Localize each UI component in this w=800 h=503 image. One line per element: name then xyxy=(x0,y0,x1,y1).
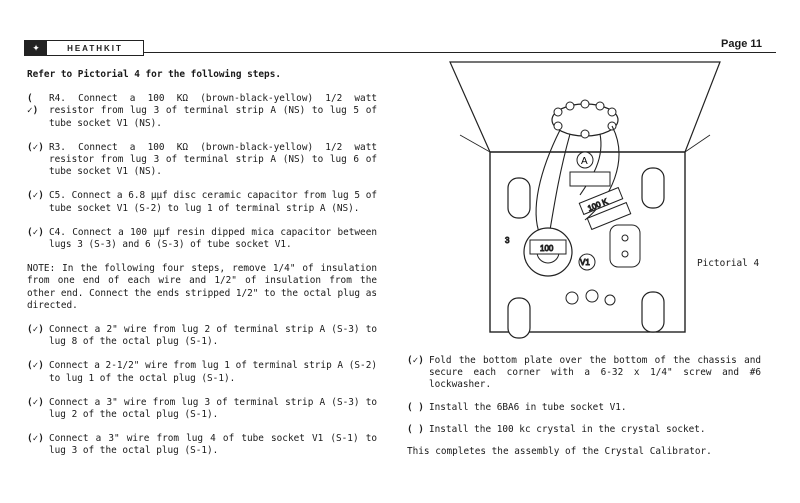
socket-label: V1 xyxy=(580,258,590,267)
wire-step-1 xyxy=(27,324,377,348)
bottom-fittings xyxy=(566,290,615,305)
step-checkbox[interactable]: (✓) xyxy=(27,141,44,153)
step-checkbox[interactable]: (✓) xyxy=(407,355,424,366)
step-checkbox[interactable]: ( ) xyxy=(407,423,424,435)
tube-socket-v1 xyxy=(505,228,595,276)
step-text: R4. Connect a 100 KΩ (brown-black-yellow) 1/2 watt resistor from lug 3 of terminal strip A (NS) to lug 5 of tube socket V1 (NS). xyxy=(49,93,377,129)
step-text: Install the 100 kc crystal in the crystal socket. xyxy=(429,423,706,435)
note-text: NOTE: In the following four steps, remove 1/4" of insulation from one end of each wire and 1/2" of insulation from the other end. Connect the ends stripped 1/2" to the octal plug as directed. xyxy=(27,263,377,311)
page-number: Page 11 xyxy=(721,38,762,50)
step-text: Install the 6BA6 in tube socket V1. xyxy=(429,401,627,413)
install-tube-step xyxy=(407,402,761,414)
fold-plate-step xyxy=(407,355,761,392)
wire-step-3 xyxy=(27,397,377,421)
step-text: Connect a 2" wire from lug 2 of terminal strip A (S-3) to lug 8 of the octal plug (S-1). xyxy=(49,324,377,348)
step-checkbox[interactable]: ( ✓) xyxy=(27,93,39,117)
crystal-socket xyxy=(610,225,640,267)
step-checkbox[interactable]: (✓) xyxy=(27,226,44,238)
left-column xyxy=(27,69,377,470)
step-c4 xyxy=(27,227,377,251)
pictorial-label: Pictorial 4 xyxy=(697,258,760,269)
pictorial-4-figure xyxy=(430,60,730,350)
resistors xyxy=(579,188,630,230)
step-checkbox[interactable]: (✓) xyxy=(27,324,44,336)
lug-label: 3 xyxy=(505,236,510,245)
step-text: C4. Connect a 100 μμf resin dipped mica capacitor between lugs 3 (S-3) and 6 (S-3) of tube socket V1. xyxy=(49,226,377,251)
step-text: Fold the bottom plate over the bottom of the chassis and secure each corner with a 6-32 x 1/4" screw and #6 lockwasher. xyxy=(429,355,761,391)
step-text: Connect a 3" wire from lug 4 of tube socket V1 (S-1) to lug 3 of the octal plug (S-1). xyxy=(49,433,377,457)
wire-step-4 xyxy=(27,433,377,457)
step-checkbox[interactable]: (✓) xyxy=(27,190,44,202)
wire-step-2 xyxy=(27,360,377,384)
terminal-strip-a xyxy=(570,152,610,186)
intro-text: Refer to Pictorial 4 for the following steps. xyxy=(27,69,281,80)
step-text: Connect a 2-1/2" wire from lug 1 of terminal strip A (S-2) to lug 1 of the octal plug (S-1). xyxy=(49,360,377,384)
install-crystal-step xyxy=(407,424,761,436)
step-checkbox[interactable]: (✓) xyxy=(27,360,44,372)
step-text: C5. Connect a 6.8 μμf disc ceramic capacitor from lug 5 of tube socket V1 (S-2) to lug 1 of terminal strip A (NS). xyxy=(49,190,377,214)
step-checkbox[interactable]: (✓) xyxy=(27,433,44,445)
step-c5 xyxy=(27,190,377,214)
resistor-label: 100 K xyxy=(586,196,610,214)
closing-text: This completes the assembly of the Crystal Calibrator. xyxy=(407,446,712,458)
step-r4 xyxy=(27,93,377,130)
step-text: R3. Connect a 100 KΩ (brown-black-yellow) 1/2 watt resistor from lug 3 of terminal strip A (NS) to lug 6 of tube socket V1 (NS). xyxy=(49,141,377,178)
right-column xyxy=(407,355,761,458)
heathkit-mark-icon: ✦ xyxy=(25,41,47,55)
heathkit-logo xyxy=(24,40,144,56)
octal-plug xyxy=(552,100,618,138)
strip-label: A xyxy=(581,156,588,167)
step-checkbox[interactable]: (✓) xyxy=(27,396,44,408)
step-text: Connect a 3" wire from lug 3 of terminal strip A (S-3) to lug 2 of the octal plug (S-1). xyxy=(49,396,377,421)
step-checkbox[interactable]: ( ) xyxy=(407,401,424,413)
step-r3 xyxy=(27,142,377,179)
logo-text: HEATHKIT xyxy=(67,43,123,53)
cap-label: 100 xyxy=(540,244,554,253)
